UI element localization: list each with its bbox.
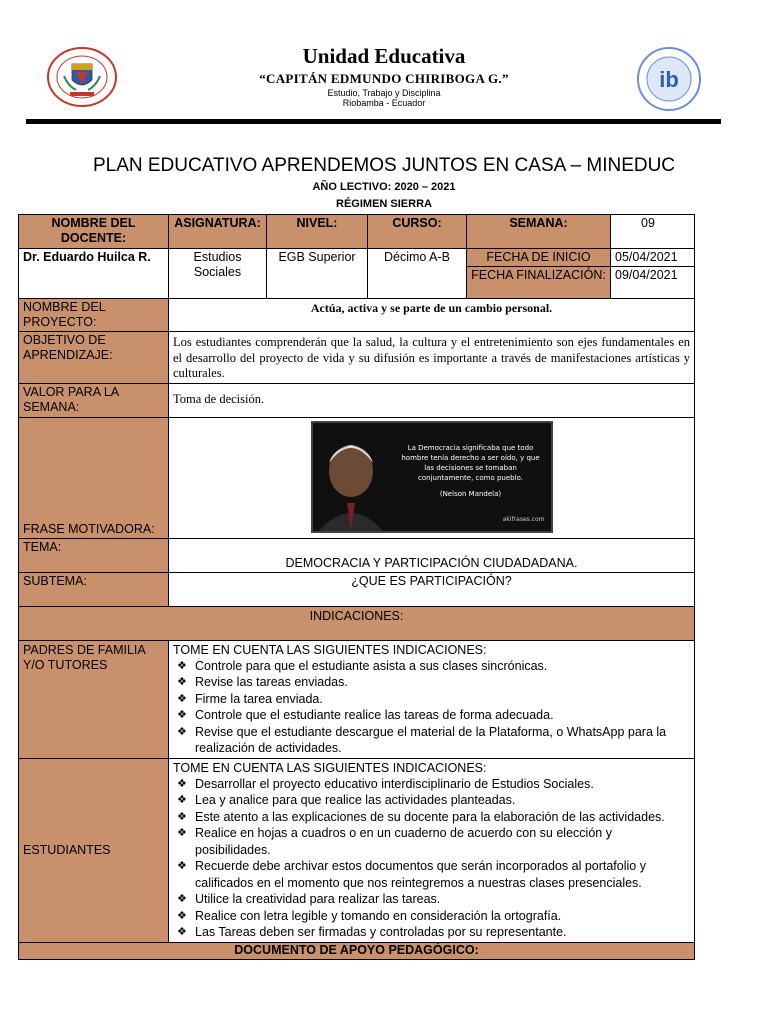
school-location: Riobamba - Ecuador xyxy=(342,98,426,108)
students-cell xyxy=(169,758,695,942)
list-item-text: Este atento a las explicaciones de su docente para la elaboración de las actividades. xyxy=(195,809,665,824)
week-value: 09 xyxy=(611,215,695,249)
level-header: NIVEL: xyxy=(267,215,368,249)
value-label: VALOR PARA LA SEMANA: xyxy=(19,383,169,417)
quote-text: La Democracia significaba que todo hombre tenía derecho a ser oído, y que las decisiones se tomaban conjuntamente, como pueblo. xyxy=(401,443,540,482)
indications-header: INDICACIONES: xyxy=(19,606,695,640)
table-row xyxy=(19,417,695,538)
list-item-text: Lea y analice para que realice las actividades planteadas. xyxy=(195,793,516,807)
bullet-icon: ❖ xyxy=(177,692,187,705)
table-row xyxy=(19,215,695,249)
table-row xyxy=(19,942,695,959)
school-name: “CAPITÁN EDMUNDO CHIRIBOGA G.” xyxy=(259,71,509,86)
project-label: NOMBRE DEL PROYECTO: xyxy=(19,299,169,332)
quote-author: (Nelson Mandela) xyxy=(439,489,502,498)
end-date-value: 09/04/2021 xyxy=(611,267,695,299)
value-value: Toma de decisión. xyxy=(169,383,695,417)
plan-title: PLAN EDUCATIVO APRENDEMOS JUNTOS EN CASA – MINEDUC xyxy=(92,155,676,176)
list-item-text: Realice con letra legible y tomando en consideración la ortografía. xyxy=(195,908,562,923)
students-label: ESTUDIANTES xyxy=(19,758,169,942)
start-date-label: FECHA DE INICIO xyxy=(467,249,611,267)
bullet-icon: ❖ xyxy=(177,909,187,922)
table-row xyxy=(19,538,695,572)
table-row xyxy=(19,758,695,942)
table-row xyxy=(19,606,695,640)
bullet-icon: ❖ xyxy=(177,709,187,721)
objective-label: OBJETIVO DE APRENDIZAJE: xyxy=(19,332,169,384)
list-item xyxy=(173,691,690,708)
list-item-text: Recuerde debe archivar estos documentos que serán incorporados al portafolio y calificados en el momento que nos reintegremos a nuestras clases presenciales. xyxy=(195,859,646,890)
project-value: Actúa, activa y se parte de un cambio personal. xyxy=(169,299,695,332)
students-heading: TOME EN CUENTA LAS SIGUIENTES INDICACIONES: xyxy=(173,760,487,775)
school-title: Unidad Educativa xyxy=(302,44,466,68)
parents-cell xyxy=(169,640,695,758)
list-item-text: Realice en hojas a cuadros o en un cuaderno de acuerdo con su elección y posibilidades. xyxy=(195,826,612,857)
quote-watermark: akifrases.com xyxy=(502,515,545,523)
level-value: EGB Superior xyxy=(267,249,368,299)
table-row xyxy=(19,332,695,384)
subject-value: Estudios Sociales xyxy=(169,249,267,299)
list-item xyxy=(173,674,690,691)
list-item xyxy=(173,809,690,826)
mandela-quote-image xyxy=(311,421,553,533)
list-item xyxy=(173,908,690,925)
list-item xyxy=(173,792,690,809)
bullet-icon: ❖ xyxy=(177,659,187,672)
end-date-label: FECHA FINALIZACIÓN: xyxy=(467,267,611,299)
list-item-text: Controle que el estudiante realice las tareas de forma adecuada. xyxy=(195,708,554,722)
students-list xyxy=(173,776,690,941)
list-item xyxy=(173,858,690,891)
list-item xyxy=(173,776,690,793)
ib-logo-text: ib xyxy=(659,67,679,92)
theme-value: DEMOCRACIA Y PARTICIPACIÓN CIUDADADANA. xyxy=(169,538,695,572)
bullet-icon: ❖ xyxy=(177,676,187,688)
list-item xyxy=(173,724,690,757)
table-row xyxy=(19,299,695,332)
ib-world-school-logo xyxy=(636,46,702,112)
header-divider xyxy=(26,119,721,124)
bullet-icon: ❖ xyxy=(177,810,187,823)
school-year: AÑO LECTIVO: 2020 – 2021 xyxy=(312,181,456,193)
bullet-icon: ❖ xyxy=(177,794,187,806)
bullet-icon: ❖ xyxy=(177,725,187,738)
bullet-icon: ❖ xyxy=(177,777,187,790)
teacher-header: NOMBRE DEL DOCENTE: xyxy=(19,215,169,249)
table-row xyxy=(19,383,695,417)
list-item-text: Firme la tarea enviada. xyxy=(195,691,323,706)
phrase-label-text: FRASE MOTIVADORA: xyxy=(23,521,155,536)
plan-table xyxy=(18,214,695,960)
course-header: CURSO: xyxy=(368,215,467,249)
list-item-text: Revise que el estudiante descargue el material de la Plataforma, o WhatsApp para la realización de actividades. xyxy=(195,724,667,755)
list-item-text: Utilice la creatividad para realizar las tareas. xyxy=(195,892,441,906)
table-row xyxy=(19,249,695,267)
subtheme-value: ¿QUE ES PARTICIPACIÓN? xyxy=(169,572,695,606)
start-date-value: 05/04/2021 xyxy=(611,249,695,267)
phrase-cell xyxy=(169,417,695,538)
regime: RÉGIMEN SIERRA xyxy=(336,198,432,210)
list-item xyxy=(173,924,690,941)
list-item xyxy=(173,891,690,908)
phrase-label xyxy=(19,417,169,538)
document-header xyxy=(0,0,768,130)
list-item xyxy=(173,707,690,724)
table-row xyxy=(19,640,695,758)
list-item-text: Controle para que el estudiante asista a sus clases sincrónicas. xyxy=(195,658,548,673)
bullet-icon: ❖ xyxy=(177,827,187,839)
school-motto: Estudio, Trabajo y Disciplina xyxy=(327,88,441,98)
week-header: SEMANA: xyxy=(467,215,611,249)
subject-header: ASIGNATURA: xyxy=(169,215,267,249)
parents-list xyxy=(173,658,690,757)
parents-label: PADRES DE FAMILIA Y/O TUTORES xyxy=(19,640,169,758)
list-item xyxy=(173,658,690,675)
list-item xyxy=(173,825,690,858)
bullet-icon: ❖ xyxy=(177,893,187,905)
bullet-icon: ❖ xyxy=(177,860,187,872)
list-item-text: Las Tareas deben ser firmadas y controladas por su representante. xyxy=(195,925,567,939)
theme-label: TEMA: xyxy=(19,538,169,572)
support-doc-header: DOCUMENTO DE APOYO PEDAGÓGICO: xyxy=(19,942,695,959)
objective-value: Los estudiantes comprenderán que la salud, la cultura y el entretenimiento son ejes fundamentales en el desarrollo del proyecto de vida y su difusión es importante a través de manifestaciones artísticas y culturales. xyxy=(169,332,695,384)
list-item-text: Desarrollar el proyecto educativo interdisciplinario de Estudios Sociales. xyxy=(195,776,594,791)
bullet-icon: ❖ xyxy=(177,926,187,938)
teacher-value: Dr. Eduardo Huilca R. xyxy=(19,249,169,299)
course-value: Décimo A-B xyxy=(368,249,467,299)
parents-heading: TOME EN CUENTA LAS SIGUIENTES INDICACIONES: xyxy=(173,642,487,657)
table-row xyxy=(19,572,695,606)
subtheme-label: SUBTEMA: xyxy=(19,572,169,606)
list-item-text: Revise las tareas enviadas. xyxy=(195,675,348,689)
